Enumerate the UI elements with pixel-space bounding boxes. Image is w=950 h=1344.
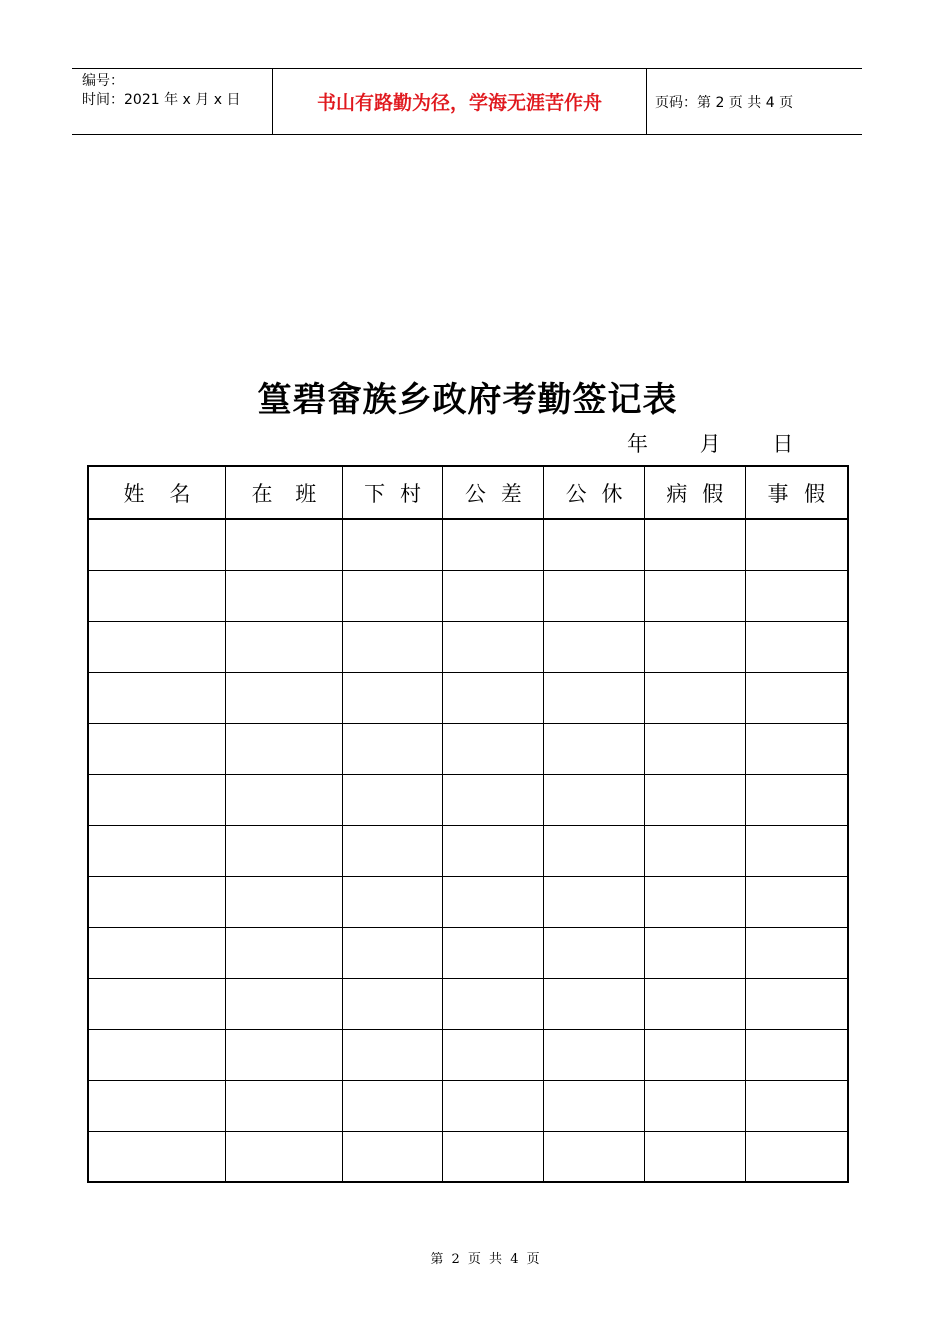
table-cell[interactable]	[226, 723, 343, 774]
table-cell[interactable]	[342, 774, 443, 825]
table-cell[interactable]	[644, 927, 745, 978]
table-cell[interactable]	[342, 876, 443, 927]
table-cell[interactable]	[226, 978, 343, 1029]
table-cell[interactable]	[745, 1080, 848, 1131]
table-cell[interactable]	[342, 1029, 443, 1080]
table-cell[interactable]	[644, 672, 745, 723]
table-cell[interactable]	[644, 1029, 745, 1080]
table-row	[88, 927, 848, 978]
table-cell[interactable]	[644, 570, 745, 621]
table-cell[interactable]	[88, 621, 226, 672]
table-cell[interactable]	[226, 1080, 343, 1131]
table-cell[interactable]	[226, 876, 343, 927]
date-month-label: 月	[699, 432, 721, 456]
table-cell[interactable]	[544, 672, 645, 723]
document-time-label: 时间：2021 年 x 月 x 日	[82, 92, 241, 108]
table-body	[88, 519, 848, 1182]
table-row	[88, 1131, 848, 1182]
table-cell[interactable]	[88, 774, 226, 825]
table-cell[interactable]	[745, 519, 848, 570]
column-header-business-trip: 公 差	[443, 466, 544, 519]
table-cell[interactable]	[226, 774, 343, 825]
table-cell[interactable]	[745, 723, 848, 774]
attendance-table	[87, 465, 849, 1183]
page-footer: 第 2 页 共 4 页	[430, 1252, 540, 1267]
table-cell[interactable]	[644, 723, 745, 774]
table-cell[interactable]	[88, 876, 226, 927]
date-line	[627, 428, 820, 458]
table-cell[interactable]	[544, 1131, 645, 1182]
table-cell[interactable]	[544, 723, 645, 774]
table-cell[interactable]	[644, 876, 745, 927]
table-cell[interactable]	[226, 927, 343, 978]
table-cell[interactable]	[88, 825, 226, 876]
table-cell[interactable]	[443, 876, 544, 927]
table-cell[interactable]	[443, 978, 544, 1029]
table-cell[interactable]	[342, 978, 443, 1029]
table-cell[interactable]	[745, 570, 848, 621]
table-cell[interactable]	[745, 978, 848, 1029]
table-cell[interactable]	[544, 570, 645, 621]
table-cell[interactable]	[745, 1131, 848, 1182]
table-cell[interactable]	[443, 927, 544, 978]
table-cell[interactable]	[226, 570, 343, 621]
table-cell[interactable]	[443, 1080, 544, 1131]
table-row	[88, 825, 848, 876]
header-motto: 书山有路勤为径，学海无涯苦作舟	[273, 69, 647, 134]
table-cell[interactable]	[226, 621, 343, 672]
table-cell[interactable]	[443, 774, 544, 825]
table-cell[interactable]	[745, 774, 848, 825]
table-row	[88, 672, 848, 723]
column-header-name: 姓 名	[88, 466, 226, 519]
table-cell[interactable]	[745, 1029, 848, 1080]
table-row	[88, 621, 848, 672]
table-cell[interactable]	[226, 519, 343, 570]
table-cell[interactable]	[342, 927, 443, 978]
column-header-sick-leave: 病 假	[644, 466, 745, 519]
table-cell[interactable]	[644, 1080, 745, 1131]
document-title: 篁碧畲族乡政府考勤签记表	[257, 380, 678, 420]
table-cell[interactable]	[342, 1131, 443, 1182]
table-cell[interactable]	[644, 978, 745, 1029]
table-cell[interactable]	[342, 672, 443, 723]
table-cell[interactable]	[342, 723, 443, 774]
table-row	[88, 519, 848, 570]
table-cell[interactable]	[443, 825, 544, 876]
header-page-info: 页码：第 2 页 共 4 页	[655, 94, 794, 111]
table-row	[88, 876, 848, 927]
table-row	[88, 774, 848, 825]
table-cell[interactable]	[88, 519, 226, 570]
table-cell[interactable]	[226, 825, 343, 876]
table-cell[interactable]	[644, 774, 745, 825]
table-row	[88, 723, 848, 774]
table-cell[interactable]	[443, 570, 544, 621]
table-row	[88, 570, 848, 621]
table-cell[interactable]	[226, 1131, 343, 1182]
column-header-public-holiday: 公 休	[544, 466, 645, 519]
table-cell[interactable]	[544, 927, 645, 978]
table-cell[interactable]	[544, 825, 645, 876]
table-cell[interactable]	[745, 621, 848, 672]
table-cell[interactable]	[544, 1080, 645, 1131]
table-row	[88, 978, 848, 1029]
column-header-personal-leave: 事 假	[745, 466, 848, 519]
table-cell[interactable]	[342, 1080, 443, 1131]
header-left-cell	[72, 69, 273, 134]
table-cell[interactable]	[443, 1131, 544, 1182]
table-cell[interactable]	[226, 1029, 343, 1080]
table-cell[interactable]	[88, 1080, 226, 1131]
table-cell[interactable]	[544, 876, 645, 927]
date-year-label: 年	[627, 432, 648, 456]
table-cell[interactable]	[88, 978, 226, 1029]
table-cell[interactable]	[342, 570, 443, 621]
table-cell[interactable]	[644, 519, 745, 570]
table-cell[interactable]	[745, 672, 848, 723]
table-cell[interactable]	[644, 621, 745, 672]
table-cell[interactable]	[745, 876, 848, 927]
table-cell[interactable]	[745, 825, 848, 876]
table-cell[interactable]	[544, 1029, 645, 1080]
document-number-label: 编号：	[82, 73, 124, 89]
table-cell[interactable]	[544, 621, 645, 672]
table-cell[interactable]	[88, 927, 226, 978]
table-cell[interactable]	[88, 1131, 226, 1182]
table-cell[interactable]	[644, 1131, 745, 1182]
table-cell[interactable]	[443, 672, 544, 723]
table-cell[interactable]	[342, 621, 443, 672]
table-cell[interactable]	[443, 723, 544, 774]
table-cell[interactable]	[644, 825, 745, 876]
table-cell[interactable]	[88, 672, 226, 723]
table-row	[88, 1029, 848, 1080]
table-cell[interactable]	[443, 519, 544, 570]
date-day-label: 日	[772, 432, 794, 456]
table-cell[interactable]	[88, 570, 226, 621]
table-cell[interactable]	[88, 723, 226, 774]
table-header-row	[88, 466, 848, 519]
page-header	[72, 68, 862, 135]
table-cell[interactable]	[745, 927, 848, 978]
table-cell[interactable]	[544, 774, 645, 825]
table-cell[interactable]	[544, 519, 645, 570]
table-cell[interactable]	[443, 1029, 544, 1080]
column-header-present: 在 班	[226, 466, 343, 519]
table-row	[88, 1080, 848, 1131]
column-header-village-visit: 下 村	[342, 466, 443, 519]
table-cell[interactable]	[88, 1029, 226, 1080]
table-cell[interactable]	[226, 672, 343, 723]
table-cell[interactable]	[342, 825, 443, 876]
table-cell[interactable]	[544, 978, 645, 1029]
table-cell[interactable]	[443, 621, 544, 672]
table-cell[interactable]	[342, 519, 443, 570]
